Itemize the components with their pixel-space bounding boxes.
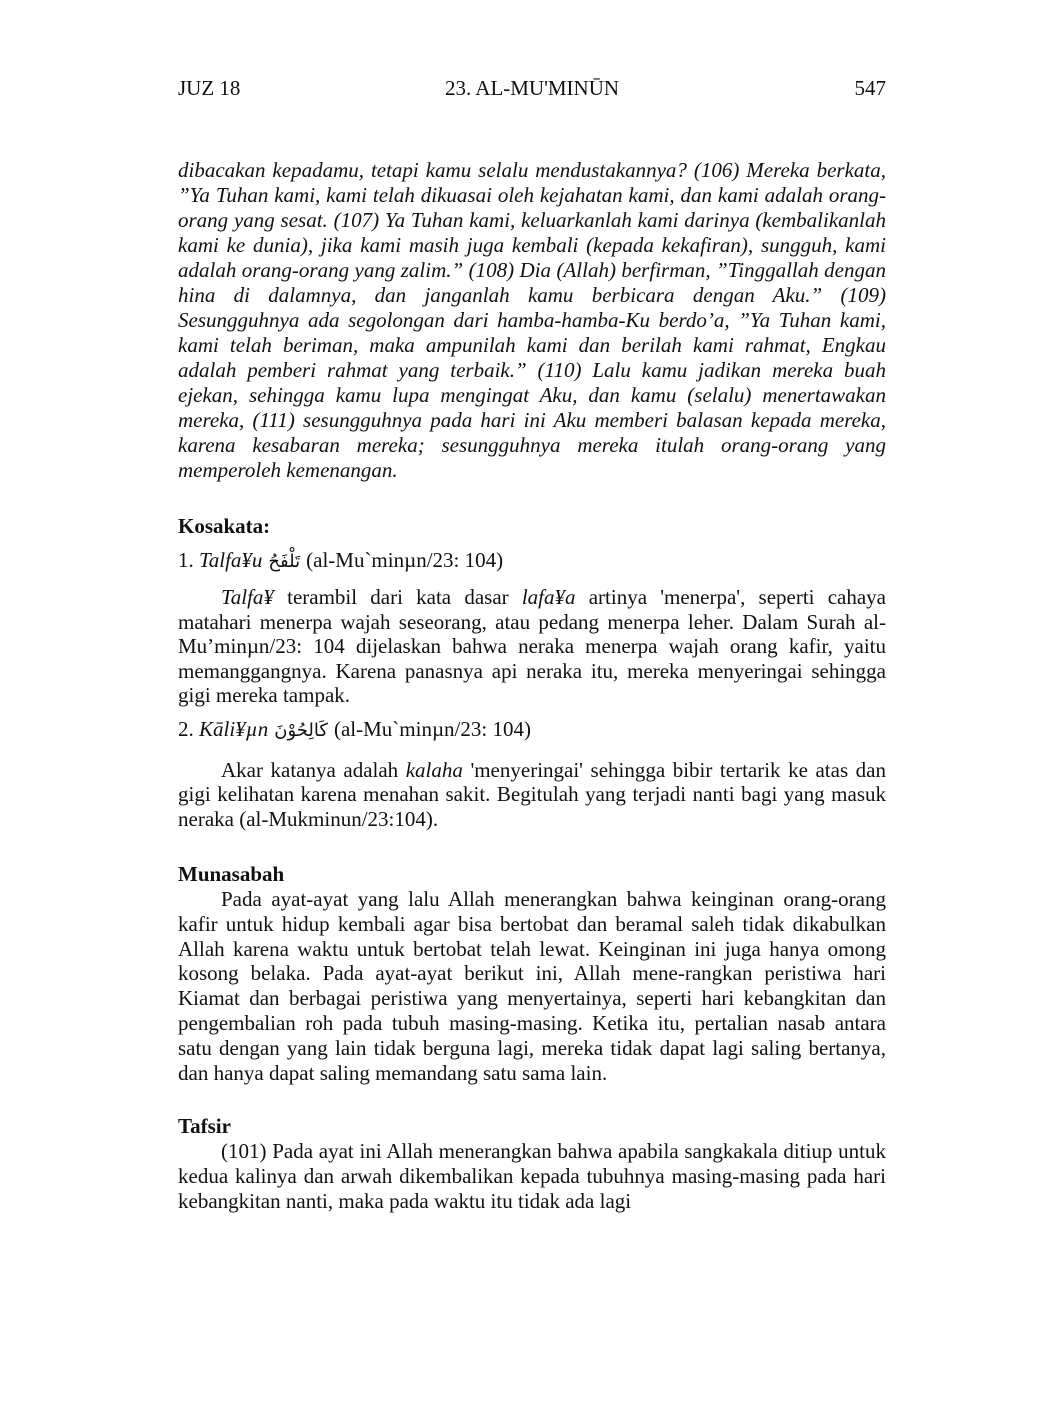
item-arabic: كَالِحُوْنَ bbox=[274, 719, 328, 741]
kosakata-item-2 bbox=[178, 714, 886, 746]
item-term: Kāli¥µn bbox=[199, 716, 269, 741]
juz-label: JUZ 18 bbox=[178, 76, 241, 100]
explanation-text: artinya 'menerpa', seperti cahaya matahari menerpa wajah seseorang, atau pedang menerpa leher. Dalam Surah al-Mu’minµn/23: 104 dijelaskan bahwa neraka menerpa wajah orang kafir, yaitu memanggangnya. Karena panasnya api neraka itu, mereka menyeringai sehingga gigi mereka tampak. bbox=[178, 585, 886, 707]
kosakata-explanation-2 bbox=[178, 758, 886, 832]
page-body bbox=[178, 158, 886, 1214]
item-reference: (al-Mu`minµn/23: 104) bbox=[333, 716, 531, 741]
kosakata-item-1 bbox=[178, 545, 886, 577]
kosakata-explanation-1 bbox=[178, 585, 886, 708]
item-reference: (al-Mu`minµn/23: 104) bbox=[306, 548, 504, 572]
tafsir-heading: Tafsir bbox=[178, 1114, 231, 1139]
explanation-text: 'menyeringai' sehingga bibir tertarik ke atas dan gigi kelihatan karena menahan sakit. Begitulah yang terjadi nanti bagi yang masuk neraka (al-Mukminun/23:104). bbox=[178, 757, 886, 831]
explanation-text: terambil dari kata dasar bbox=[273, 585, 522, 609]
explanation-root: kalaha bbox=[405, 757, 463, 782]
explanation-root: lafa¥a bbox=[521, 585, 576, 609]
surah-title: 23. AL-MU'MINŪN bbox=[444, 76, 620, 100]
item-term: Talfa¥u bbox=[199, 548, 263, 572]
tafsir-text: (101) Pada ayat ini Allah menerangkan bahwa apabila sangkakala ditiup untuk kedua kalinya dan arwah dikembalikan kepada tubuhnya masing-masing pada hari kebangkitan nanti, maka pada waktu itu tidak ada lagi bbox=[178, 1139, 886, 1213]
item-number: 1. bbox=[178, 548, 194, 572]
kosakata-heading: Kosakata: bbox=[178, 514, 271, 538]
item-arabic: تَلْفَحُ bbox=[268, 551, 301, 572]
item-number: 2. bbox=[178, 716, 194, 741]
explanation-term: Talfa¥ bbox=[221, 585, 274, 609]
page-number: 547 bbox=[854, 76, 886, 100]
munasabah-text: Pada ayat-ayat yang lalu Allah menerangkan bahwa keinginan orang-orang kafir untuk hidup kembali agar bisa bertobat dan beramal saleh tidak dikabulkan Allah karena waktu untuk bertobat telah lewat. Keinginan ini juga hanya omong kosong belaka. Pada ayat-ayat berikut ini, Allah mene-rangkan peristiwa hari Kiamat dan berbagai peristiwa yang menyertainya, seperti hari kebangkitan dan pengembalian roh pada tubuh masing-masing. Ketika itu, pertalian nasab antara satu dengan yang lain tidak berguna lagi, mereka tidak dapat lagi saling bertanya, dan hanya dapat saling memandang satu sama lain. bbox=[178, 887, 886, 1085]
ayat-translation: dibacakan kepadamu, tetapi kamu selalu mendustakannya? (106) Mereka berkata, ”Ya Tuhan kami, kami telah dikuasai oleh kejahatan kami, dan kami adalah orang-orang yang sesat. (107) Ya Tuhan kami, keluarkanlah kami darinya (kembalikanlah kami ke dunia), jika kami masih juga kembali (kepada kekafiran), sungguh, kami adalah orang-orang yang zalim.” (108) Dia (Allah) berfirman, ”Tinggallah dengan hina di dalamnya, dan janganlah kamu berbicara dengan Aku.” (109) Sesungguhnya ada segolongan dari hamba-hamba-Ku berdo’a, ”Ya Tuhan kami, kami telah beriman, maka ampunilah kami dan berilah kami rahmat, Engkau adalah pemberi rahmat yang terbaik.” (110) Lalu kamu jadikan mereka buah ejekan, sehingga kamu lupa mengingat Aku, dan kamu (selalu) menertawakan mereka, (111) sesungguhnya pada hari ini Aku memberi balasan kepada mereka, karena kesabaran mereka; sesungguhnya mereka itulah orang-orang yang memperoleh kemenangan. bbox=[178, 158, 886, 482]
explanation-text: Akar katanya adalah bbox=[221, 757, 406, 782]
munasabah-heading: Munasabah bbox=[178, 862, 285, 886]
